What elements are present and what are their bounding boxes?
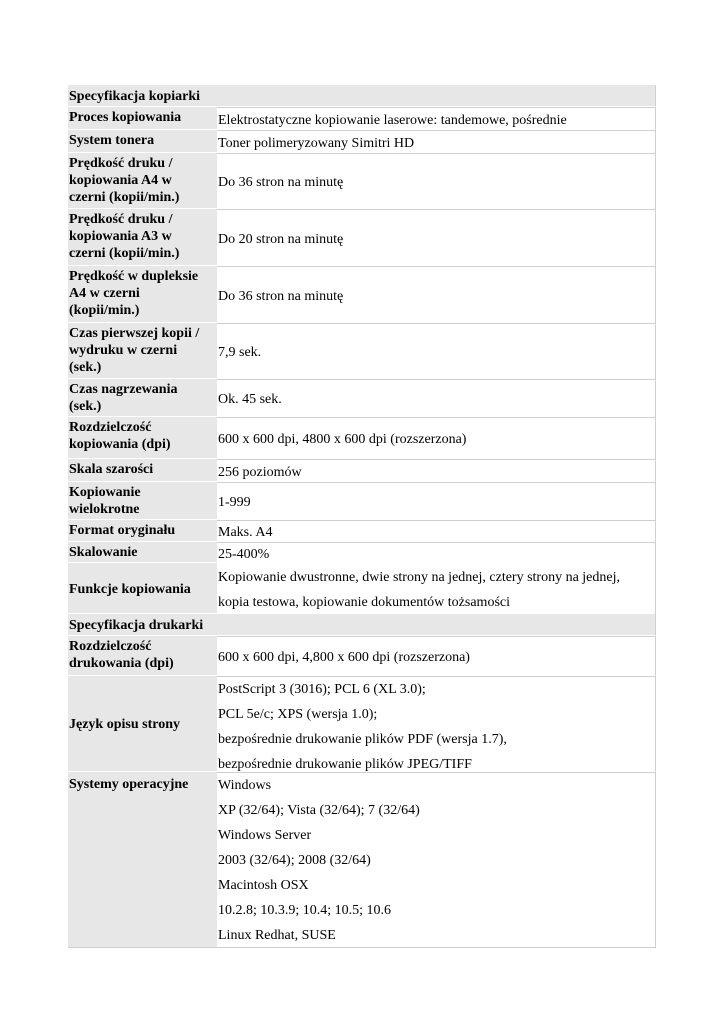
label-speed-duplex: [68, 266, 217, 323]
label-proces: Proces kopiowania: [68, 107, 217, 130]
section-header-printer: Specyfikacja drukarki: [68, 614, 656, 636]
value-pdl-line: PostScript 3 (3016); PCL 6 (XL 3.0);: [218, 682, 426, 697]
value-pdl-line: PCL 5e/c; XPS (wersja 1.0);: [218, 707, 378, 722]
row-warmup: [68, 379, 656, 417]
label-first-copy-line: (sek.): [69, 360, 102, 375]
label-first-copy-line: wydruku w czerni: [69, 343, 178, 358]
value-os-line: 10.2.8; 10.3.9; 10.4; 10.5; 10.6: [218, 903, 392, 918]
row-functions: [68, 563, 656, 614]
value-warmup: Ok. 45 sek.: [217, 379, 656, 417]
label-multi-copy-line: wielokrotne: [69, 502, 140, 517]
label-speed-a3-line: kopiowania A3 w: [69, 229, 172, 244]
value-multi-copy: 1-999: [217, 482, 656, 520]
label-speed-a3: [68, 209, 217, 266]
row-speed-a4: [68, 153, 656, 209]
value-os: [217, 772, 656, 947]
label-speed-duplex-line: A4 w czerni: [69, 286, 140, 301]
value-os-line: Windows Server: [218, 828, 312, 843]
value-os-line: 2003 (32/64); 2008 (32/64): [218, 853, 371, 868]
label-warmup-line: (sek.): [69, 399, 102, 414]
row-speed-a3: [68, 209, 656, 266]
row-speed-duplex: [68, 266, 656, 323]
value-toner: Toner polimeryzowany Simitri HD: [217, 130, 656, 153]
label-copy-resolution-line: Rozdzielczość: [69, 420, 152, 435]
label-speed-a3-line: Prędkość druku /: [69, 212, 173, 227]
label-copy-resolution: [68, 417, 217, 459]
section-header-copier: Specyfikacja kopiarki: [68, 85, 656, 107]
value-copy-resolution: 600 x 600 dpi, 4800 x 600 dpi (rozszerzona): [217, 417, 656, 459]
value-os-line: Linux Redhat, SUSE: [218, 928, 336, 943]
label-speed-a4-line: kopiowania A4 w: [69, 173, 172, 188]
row-toner: [68, 130, 656, 153]
value-speed-duplex: Do 36 stron na minutę: [217, 266, 656, 323]
label-first-copy-line: Czas pierwszej kopii /: [69, 326, 200, 341]
label-copy-resolution-line: kopiowania (dpi): [69, 437, 171, 452]
label-warmup: [68, 379, 217, 417]
label-speed-duplex-line: (kopii/min.): [69, 303, 140, 318]
label-multi-copy: [68, 482, 217, 520]
row-pdl: [68, 676, 656, 772]
row-first-copy: [68, 323, 656, 379]
label-first-copy: [68, 323, 217, 379]
label-pdl: Język opisu strony: [68, 676, 217, 772]
value-speed-a4: Do 36 stron na minutę: [217, 153, 656, 209]
value-first-copy: 7,9 sek.: [217, 323, 656, 379]
label-speed-a4-line: Prędkość druku /: [69, 156, 173, 171]
value-print-resolution: 600 x 600 dpi, 4,800 x 600 dpi (rozszerzona): [217, 636, 656, 676]
label-print-resolution-line: drukowania (dpi): [69, 656, 174, 671]
label-grayscale: Skala szarości: [68, 459, 217, 482]
value-pdl-line: bezpośrednie drukowanie plików JPEG/TIFF: [218, 757, 472, 772]
row-print-resolution: [68, 636, 656, 676]
value-os-line: Windows: [218, 778, 272, 793]
label-print-resolution: [68, 636, 217, 676]
label-print-resolution-line: Rozdzielczość: [69, 639, 152, 654]
value-pdl-line: bezpośrednie drukowanie plików PDF (wersja 1.7),: [218, 732, 507, 747]
row-format: [68, 520, 656, 542]
label-functions: Funkcje kopiowania: [68, 563, 217, 614]
spec-table: [68, 85, 656, 948]
value-scaling: 25-400%: [217, 542, 656, 563]
label-multi-copy-line: Kopiowanie: [69, 485, 141, 500]
label-toner: System tonera: [68, 130, 217, 153]
label-warmup-line: Czas nagrzewania: [69, 382, 178, 397]
value-functions-line: kopia testowa, kopiowanie dokumentów tożsamości: [218, 595, 510, 610]
label-speed-a3-line: czerni (kopii/min.): [69, 246, 180, 261]
label-scaling: Skalowanie: [68, 542, 217, 563]
label-os: Systemy operacyjne: [68, 772, 217, 947]
value-os-line: Macintosh OSX: [218, 878, 309, 893]
row-os: [68, 772, 656, 948]
value-functions-line: Kopiowanie dwustronne, dwie strony na jednej, cztery strony na jednej,: [218, 570, 621, 585]
row-scaling: [68, 542, 656, 563]
row-copy-resolution: [68, 417, 656, 459]
value-speed-a3: Do 20 stron na minutę: [217, 209, 656, 266]
value-functions: [217, 563, 656, 614]
value-proces: Elektrostatyczne kopiowanie laserowe: tandemowe, pośrednie: [217, 107, 656, 130]
row-proces: [68, 107, 656, 130]
value-pdl: [217, 676, 656, 772]
row-multi-copy: [68, 482, 656, 520]
value-os-line: XP (32/64); Vista (32/64); 7 (32/64): [218, 803, 420, 818]
label-format: Format oryginału: [68, 520, 217, 542]
label-speed-a4-line: czerni (kopii/min.): [69, 190, 180, 205]
label-speed-a4: [68, 153, 217, 209]
value-format: Maks. A4: [217, 520, 656, 542]
value-grayscale: 256 poziomów: [217, 459, 656, 482]
row-grayscale: [68, 459, 656, 482]
label-speed-duplex-line: Prędkość w dupleksie: [69, 269, 199, 284]
